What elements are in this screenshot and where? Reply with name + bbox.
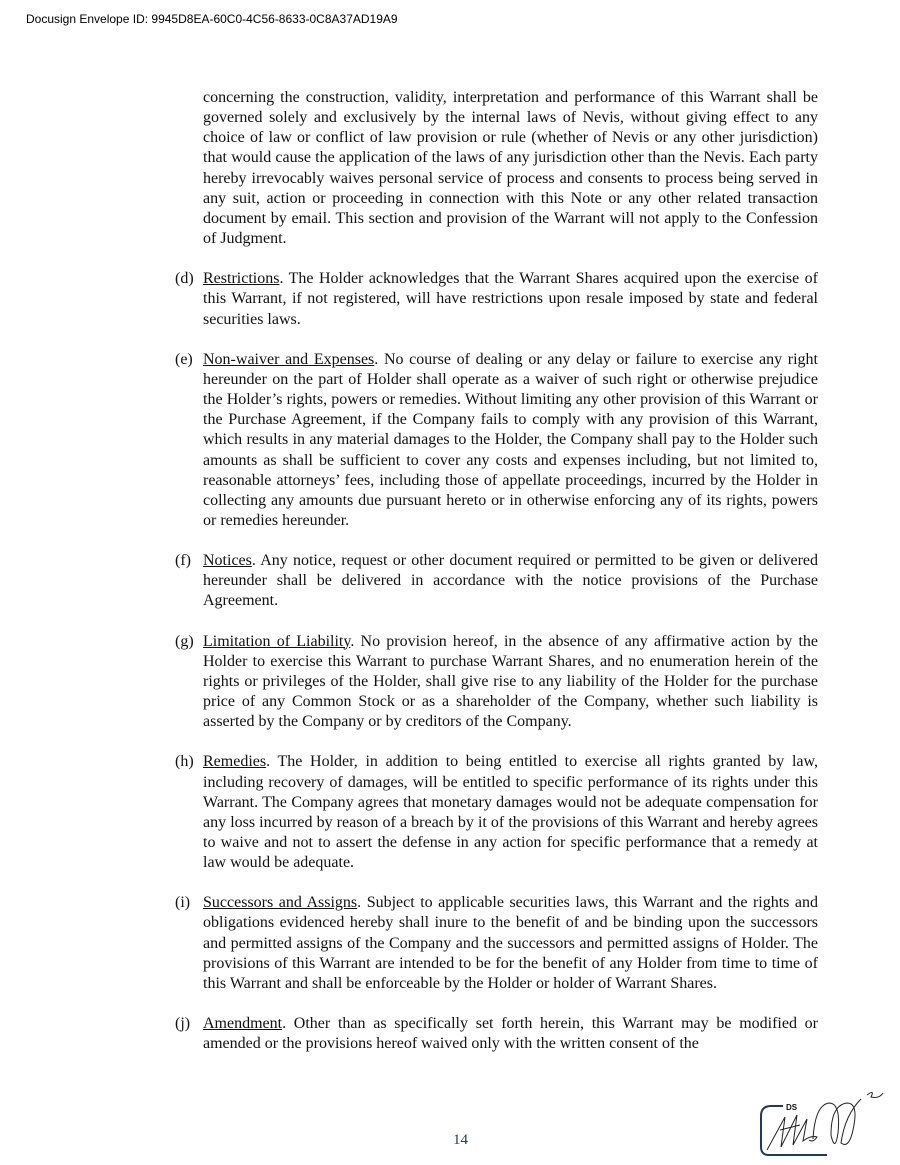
section-heading: Limitation of Liability — [203, 632, 351, 650]
section-text: . Any notice, request or other document required or permitted to be given or delivered hereunder shall be delivered in accordance with the notice provisions of the Purchase Agreement. — [203, 552, 818, 610]
section-heading: Remedies — [203, 753, 267, 771]
section-item — [175, 269, 818, 329]
docusign-initials — [755, 1085, 895, 1160]
ds-badge: DS — [786, 1103, 798, 1112]
section-label: (f) — [175, 552, 191, 570]
section-item — [175, 551, 818, 611]
section-label: (i) — [175, 894, 191, 912]
section-item — [175, 350, 818, 531]
document-body — [175, 88, 818, 1074]
section-heading: Successors and Assigns — [203, 894, 358, 912]
section-heading: Restrictions — [203, 270, 280, 288]
section-heading: Non-waiver and Expenses — [203, 350, 375, 368]
section-text: . Subject to applicable securities laws, this Warrant and the rights and obligations evidenced hereby shall inure to the benefit of and be binding upon the successors and permitted assigns of the Company and the successors and permitted assigns of Holder. The provisions of this Warrant are intended to be for the benefit of any Holder from time to time of this Warrant and shall be enforceable by the Holder or holder of Warrant Shares. — [203, 894, 819, 992]
section-text: . The Holder acknowledges that the Warrant Shares acquired upon the exercise of this Warrant, if not registered, will have restrictions upon resale imposed by state and federal securities laws. — [203, 270, 818, 328]
page-number: 14 — [453, 1132, 468, 1148]
section-text: . No provision hereof, in the absence of any affirmative action by the Holder to exercise this Warrant to purchase Warrant Shares, and no enumeration herein of the rights or privileges of the Holder, shall give rise to any liability of the Holder for the purchase price of any Common Stock or as a shareholder of the Company, whether such liability is asserted by the Company or by creditors of the Company. — [203, 632, 818, 731]
section-text: . No course of dealing or any delay or failure to exercise any right hereunder on the part of Holder shall operate as a waiver of such right or otherwise prejudice the Holder’s rights, powers or remedies. Without limiting any other provision of this Warrant or the Purchase Agreement, if the Company fails to comply with any provision of this Warrant, which results in any material damages to the Holder, the Company shall pay to the Holder such amounts as shall be sufficient to cover any costs and expenses including, but not limited to, reasonable attorneys’ fees, including those of appellate proceedings, incurred by the Holder in collecting any amounts due pursuant hereto or in otherwise enforcing any of its rights, powers or remedies hereunder. — [203, 350, 818, 529]
section-heading: Notices — [203, 552, 252, 570]
section-item — [175, 632, 818, 733]
section-text: . Other than as specifically set forth herein, this Warrant may be modified or amended or the provisions hereof waived only with the written consent of the — [203, 1015, 818, 1053]
continuation-paragraph: concerning the construction, validity, interpretation and performance of this Warrant shall be governed solely and exclusively by the internal laws of Nevis, without giving effect to any choice of law or conflict of law provision or rule (whether of Nevis or any other jurisdiction) that would cause the application of the laws of any jurisdiction other than the Nevis. Each party hereby irrevocably waives personal service of process and consents to process being served in any suit, action or proceeding in connection with this Note or any other related transaction document by email. This section and provision of the Warrant will not apply to the Confession of Judgment. — [203, 89, 818, 248]
section-heading: Amendment — [203, 1015, 283, 1033]
section-label: (g) — [175, 632, 194, 650]
section-label: (d) — [175, 270, 194, 288]
section-item — [175, 893, 818, 994]
envelope-id: Docusign Envelope ID: 9945D8EA-60C0-4C56-8633-0C8A37AD19A9 — [26, 12, 398, 26]
signature-icon — [755, 1085, 895, 1160]
section-item — [175, 752, 818, 873]
section-label: (e) — [175, 350, 193, 368]
section-label: (j) — [175, 1015, 191, 1033]
section-label: (h) — [175, 753, 194, 771]
section-text: . The Holder, in addition to being entitled to exercise all rights granted by law, including recovery of damages, will be entitled to specific performance of its rights under this Warrant. The Company agrees that monetary damages would not be adequate compensation for any loss incurred by reason of a breach by it of the provisions of this Warrant and hereby agrees to waive and not to assert the defense in any action for specific performance that a remedy at law would be adequate. — [203, 753, 818, 872]
section-item — [175, 1014, 818, 1054]
